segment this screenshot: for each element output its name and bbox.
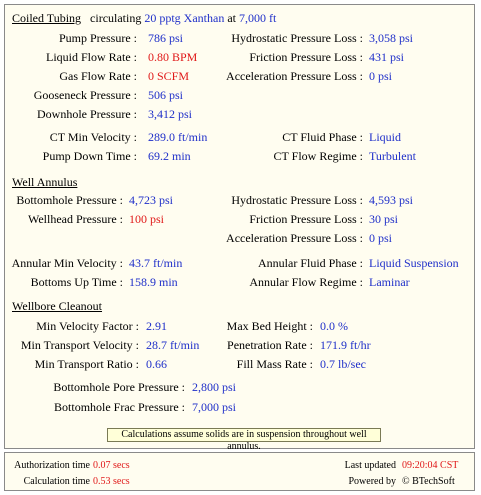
- pen-rate-value: 171.9 ft/hr: [320, 338, 371, 352]
- fill-mass-value: 0.7 lb/sec: [320, 357, 366, 371]
- wh-pressure-value: 100 psi: [129, 212, 165, 226]
- circulating-label: circulating: [90, 11, 142, 25]
- wa-friction-loss-label: Friction Pressure Loss :: [249, 212, 363, 226]
- ann-regime-label: Annular Flow Regime :: [249, 275, 363, 289]
- cleanout-title: Wellbore Cleanout: [12, 299, 103, 313]
- btechsoft-link[interactable]: © BTechSoft: [402, 476, 455, 487]
- min-transport-vel-label: Min Transport Velocity :: [20, 338, 139, 352]
- ann-min-vel-value: 43.7 ft/min: [129, 256, 183, 270]
- bh-pressure-value: 4,723 psi: [129, 193, 174, 207]
- pump-down-value: 69.2 min: [148, 149, 191, 163]
- ct-regime-value: Turbulent: [369, 149, 416, 163]
- min-transport-ratio-value: 0.66: [146, 357, 167, 371]
- min-transport-vel-value: 28.7 ft/min: [146, 338, 200, 352]
- ct-phase-label: CT Fluid Phase :: [282, 130, 363, 144]
- gas-flow-label: Gas Flow Rate :: [59, 69, 137, 83]
- ct-accel-loss-label: Acceleration Pressure Loss :: [226, 69, 363, 83]
- bh-pressure-label: Bottomhole Pressure :: [16, 193, 123, 207]
- bottoms-up-label: Bottoms Up Time :: [30, 275, 123, 289]
- wa-accel-loss-label: Acceleration Pressure Loss :: [226, 231, 363, 245]
- auth-time-label: Authorization time: [14, 460, 90, 471]
- ann-regime-value: Laminar: [369, 275, 410, 289]
- gas-flow-value: 0 SCFM: [148, 69, 190, 83]
- liquid-flow-value: 0.80 BPM: [148, 50, 198, 64]
- wh-pressure-label: Wellhead Pressure :: [27, 212, 123, 226]
- powered-by-label: Powered by: [348, 476, 396, 487]
- auth-time-value: 0.07 secs: [93, 460, 130, 471]
- pore-pressure-label: Bottomhole Pore Pressure :: [53, 380, 185, 394]
- ann-phase-label: Annular Fluid Phase :: [258, 256, 363, 270]
- pump-down-label: Pump Down Time :: [42, 149, 137, 163]
- calc-time-label: Calculation time: [23, 476, 90, 487]
- frac-pressure-label: Bottomhole Frac Pressure :: [54, 400, 185, 414]
- wa-accel-loss-value: 0 psi: [369, 231, 393, 245]
- gooseneck-label: Gooseneck Pressure :: [33, 88, 137, 102]
- gooseneck-value: 506 psi: [148, 88, 184, 102]
- ct-accel-loss-value: 0 psi: [369, 69, 393, 83]
- footer: [4, 452, 475, 491]
- ct-friction-loss-value: 431 psi: [369, 50, 405, 64]
- liquid-flow-label: Liquid Flow Rate :: [46, 50, 137, 64]
- ann-phase-value: Liquid Suspension: [369, 256, 459, 270]
- suspension-note: Calculations assume solids are in suspension throughout well annulus.: [107, 428, 381, 442]
- results-panel: [4, 4, 475, 452]
- wa-hydro-loss-label: Hydrostatic Pressure Loss :: [231, 193, 363, 207]
- min-vel-factor-value: 2.91: [146, 319, 167, 333]
- max-bed-value: 0.0 %: [320, 319, 348, 333]
- last-updated-label: Last updated: [344, 460, 396, 471]
- coiled-tubing-title: Coiled Tubing: [12, 11, 82, 25]
- ct-min-vel-value: 289.0 ft/min: [148, 130, 208, 144]
- pump-pressure-label: Pump Pressure :: [59, 31, 137, 45]
- pump-pressure-value: 786 psi: [148, 31, 184, 45]
- ct-regime-label: CT Flow Regime :: [273, 149, 363, 163]
- at-label: at: [227, 11, 237, 25]
- fluid-value: 20 pptg Xanthan: [144, 11, 225, 25]
- ct-phase-value: Liquid: [369, 130, 401, 144]
- downhole-value: 3,412 psi: [148, 107, 193, 121]
- ct-min-vel-label: CT Min Velocity :: [49, 130, 137, 144]
- max-bed-label: Max Bed Height :: [226, 319, 313, 333]
- ct-hydro-loss-label: Hydrostatic Pressure Loss :: [231, 31, 363, 45]
- pen-rate-label: Penetration Rate :: [227, 338, 313, 352]
- coiled-tubing-header: [12, 11, 276, 26]
- calc-time-value: 0.53 secs: [93, 476, 130, 487]
- min-transport-ratio-label: Min Transport Ratio :: [34, 357, 139, 371]
- last-updated-value: 09:20:04 CST: [402, 460, 459, 471]
- pore-pressure-value: 2,800 psi: [192, 380, 237, 394]
- downhole-label: Downhole Pressure :: [37, 107, 137, 121]
- fill-mass-label: Fill Mass Rate :: [236, 357, 313, 371]
- bottoms-up-value: 158.9 min: [129, 275, 178, 289]
- depth-value: 7,000 ft: [239, 11, 277, 25]
- frac-pressure-value: 7,000 psi: [192, 400, 237, 414]
- min-vel-factor-label: Min Velocity Factor :: [36, 319, 139, 333]
- well-annulus-title: Well Annulus: [12, 175, 78, 189]
- ct-hydro-loss-value: 3,058 psi: [369, 31, 414, 45]
- ann-min-vel-label: Annular Min Velocity :: [11, 256, 123, 270]
- wa-friction-loss-value: 30 psi: [369, 212, 399, 226]
- wa-hydro-loss-value: 4,593 psi: [369, 193, 414, 207]
- ct-friction-loss-label: Friction Pressure Loss :: [249, 50, 363, 64]
